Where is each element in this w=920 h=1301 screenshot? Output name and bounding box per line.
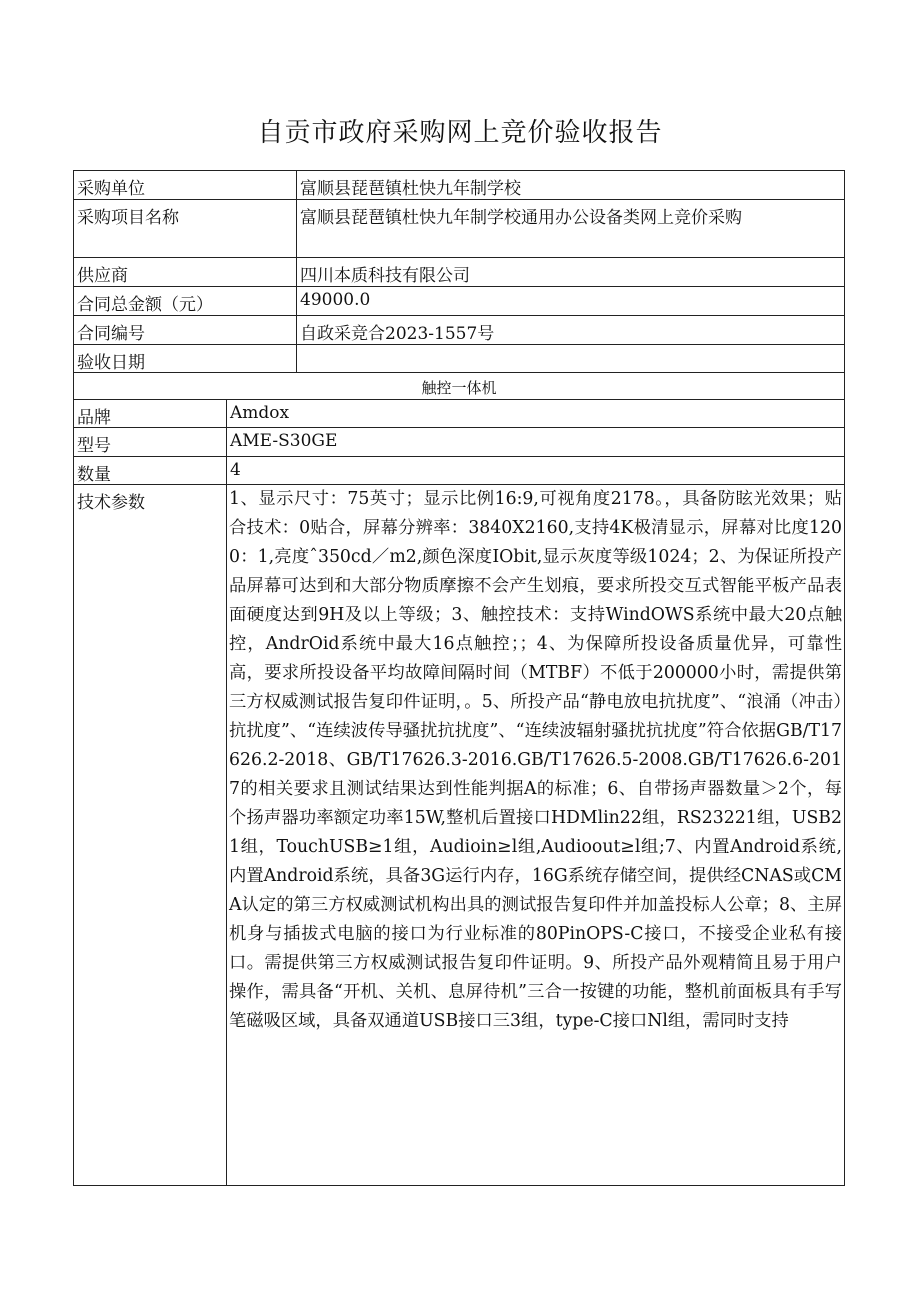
row-contract-amount [74, 287, 844, 316]
item-heading: 触控一体机 [421, 379, 497, 397]
brand-value: Amdox [226, 400, 844, 427]
row-tech-spec [74, 485, 844, 1185]
row-project-name [74, 200, 844, 258]
purchaser-label: 采购单位 [77, 179, 145, 199]
acceptance-form [73, 170, 845, 1186]
quantity-label: 数量 [77, 465, 111, 484]
supplier-value: 四川本质科技有限公司 [296, 258, 844, 286]
row-purchaser [74, 171, 844, 200]
project-name-value: 富顺县琵琶镇杜快九年制学校通用办公设备类网上竞价采购 [296, 200, 844, 257]
row-model [74, 428, 844, 457]
brand-label: 品牌 [77, 408, 111, 427]
row-brand [74, 400, 844, 428]
contract-amount-label: 合同总金额（元） [77, 295, 213, 315]
row-acceptance-date [74, 345, 844, 373]
row-supplier [74, 258, 844, 287]
purchaser-value: 富顺县琵琶镇杜快九年制学校 [296, 171, 844, 199]
contract-amount-value: 49000.0 [296, 287, 844, 315]
contract-number-value: 自政采竞合2023-1557号 [296, 316, 844, 344]
row-quantity [74, 457, 844, 485]
row-item-heading [74, 373, 844, 400]
model-value: AME-S30GE [226, 428, 844, 456]
project-name-label: 采购项目名称 [77, 208, 179, 228]
supplier-label: 供应商 [77, 266, 128, 286]
contract-number-label: 合同编号 [77, 324, 145, 344]
model-label: 型号 [77, 436, 111, 456]
row-contract-number [74, 316, 844, 345]
quantity-value: 4 [226, 457, 844, 484]
page-title: 自贡市政府采购网上竞价验收报告 [257, 118, 663, 148]
tech-spec-text: 1、显示尺寸：75英寸；显示比例16:9,可视角度2178。，具备防眩光效果；贴合技术：0贴合，屏幕分辨率：3840X2160,支持4K极清显示，屏幕对比度1200：1,亮度ˆ350cd／m2,颜色深度IObit,显示灰度等级1024；2、为保证所投产品屏幕可达到和大部分物质摩擦不会产生划痕，要求所投交互式智能平板产品表面硬度达到9H及以上等级；3、触控技术：支持WindOWS系统中最大20点触控，AndrOid系统中最大16点触控；；4、为保障所投设备质量优异，可靠性高，要求所投设备平均故障间隔时间（MTBF）不低于200000小时，需提供第三方权威测试报告复印件证明，。5、所投产品“静电放电抗扰度”、“浪涌（冲击）抗扰度”、“连续波传导骚扰抗扰度”、“连续波辐射骚扰抗扰度”符合依据GB/T17626.2-2018、GB/T17626.3-2016.GB/T17626.5-2008.GB/T17626.6-2017的相关要求且测试结果达到性能判据A的标准；6、自带扬声器数量＞2个，每个扬声器功率额定功率15W,整机后置接口HDMlin22组，RS23221组，USB21组，TouchUSB≥1组，Audioin≥l组,Audioout≥l组;7、内置Android系统,内置Android系统，具备3G运行内存，16G系统存储空间，提供经CNAS或CMA认定的第三方权威测试机构出具的测试报告复印件并加盖投标人公章；8、主屏机身与插拔式电脑的接口为行业标准的80PinOPS-C接口，不接受企业私有接口。需提供第三方权威测试报告复印件证明。9、所投产品外观精简且易于用户操作，需具备“开机、关机、息屏待机”三合一按键的功能，整机前面板具有手写笔磁吸区域，具备双通道USB接口三3组，type-C接口Nl组，需同时支持 [226, 485, 844, 1185]
acceptance-date-label: 验收日期 [77, 353, 145, 372]
tech-spec-label: 技术参数 [77, 493, 145, 513]
acceptance-date-value [296, 345, 844, 372]
